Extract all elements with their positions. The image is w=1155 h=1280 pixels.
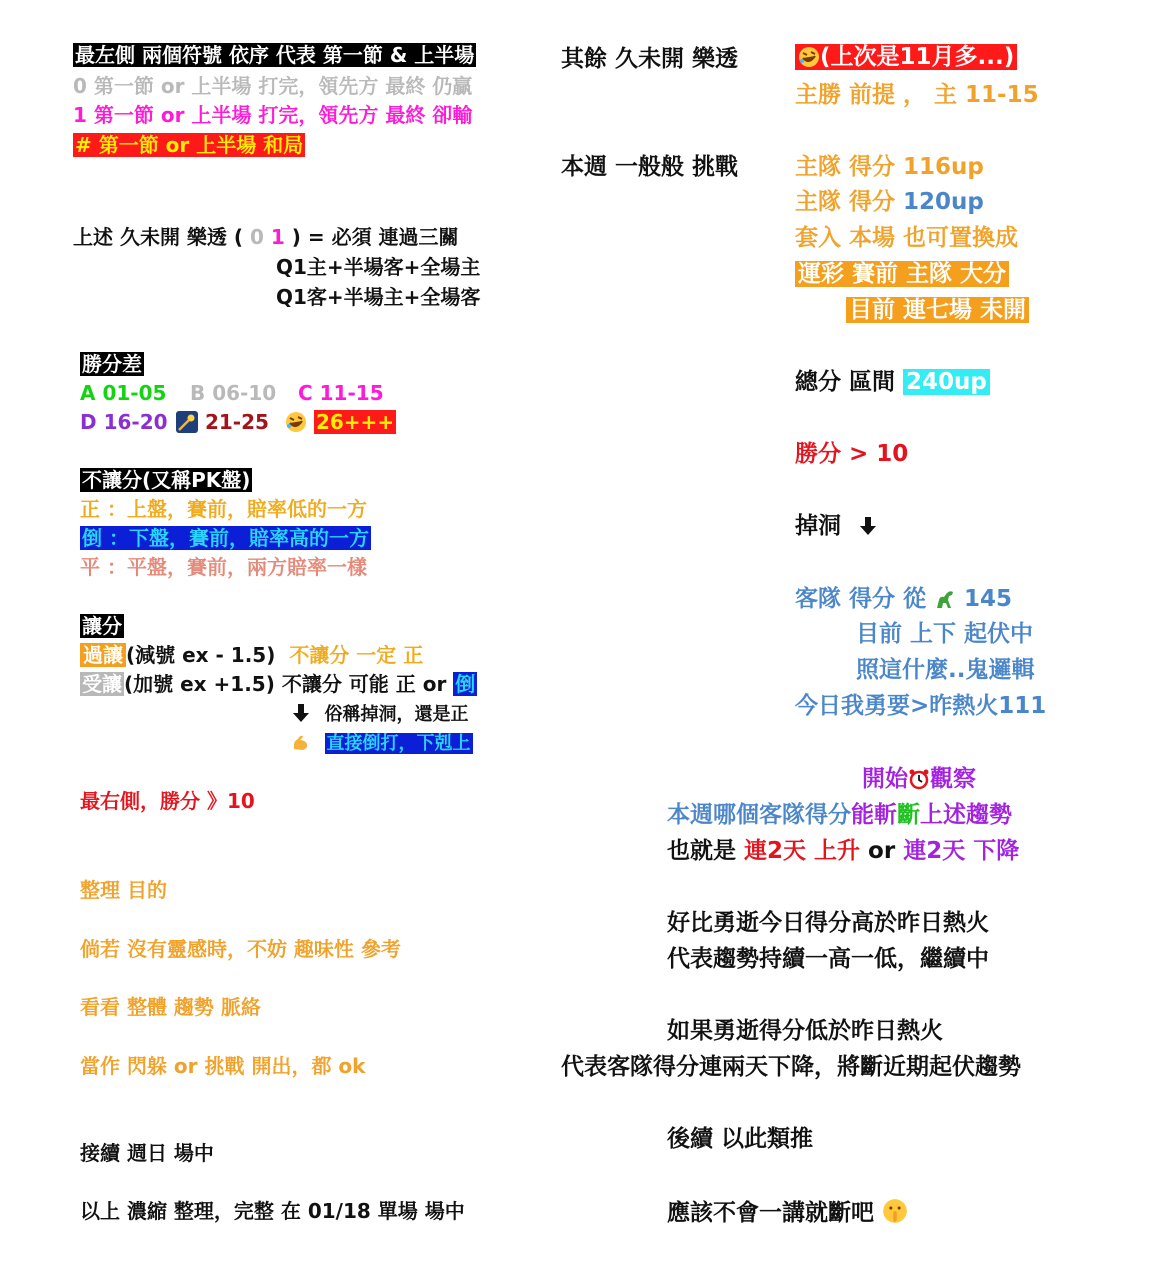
alarm-clock-icon	[908, 768, 930, 790]
next-1: 接續 週日 場中	[80, 1141, 214, 1165]
rofl-emoji-icon	[798, 46, 820, 68]
spread-pass: 過讓 (減號 ex - 1.5) 不讓分 一定 正	[80, 644, 423, 667]
down-arrow-icon	[290, 702, 312, 724]
margin-title: 勝分差	[82, 352, 142, 376]
pk-ping: 平 ：平盤，賽前，兩方賠率一樣	[80, 555, 367, 579]
week-label: 本週 一般般 挑戰	[561, 154, 739, 180]
example-6: 應該不會一講就斷吧	[667, 1198, 908, 1226]
margin-gt-10: 勝分 > 10	[795, 441, 909, 467]
margin-f-row: 26+++	[285, 411, 396, 434]
margin-a: A 01-05	[80, 381, 167, 405]
example-1: 好比勇逝今日得分高於昨日熱火	[667, 910, 989, 936]
hole-row: 掉洞	[795, 513, 879, 539]
pk-dao: 倒 ：下盤，賽前，賠率高的一方	[82, 526, 369, 550]
pk-title: 不讓分(又稱PK盤)	[82, 468, 251, 492]
total-range: 總分 區間 240up	[795, 369, 990, 395]
rightmost-note: 最右側，勝分 》10	[80, 789, 255, 813]
observe-title: 開始 觀察	[862, 766, 976, 792]
above-rule: 上述 久未開 樂透 ( 0 1 ) = 必須 連過三關	[73, 225, 459, 249]
purpose-4: 當作 閃躲 or 挑戰 開出，都 ok	[80, 1054, 366, 1078]
dinosaur-icon	[934, 588, 956, 610]
spread-title: 讓分	[82, 614, 122, 638]
margin-d: D 16-20	[80, 410, 168, 434]
challenge-5: 目前 連七場 未開	[846, 297, 1029, 323]
rofl-emoji-icon	[285, 411, 307, 433]
pk-zheng: 正 ：上盤，賽前，賠率低的一方	[80, 497, 367, 521]
legend-title: 最左側 兩個符號 依序 代表 第一節 & 上半場	[75, 43, 475, 67]
down-arrow-icon	[857, 515, 879, 537]
away-2: 目前 上下 起伏中	[856, 621, 1034, 647]
challenge-1: 主隊 得分 116up	[795, 154, 984, 180]
away-4: 今日我勇要>昨熱火111	[795, 693, 1047, 719]
example-5: 後續 以此類推	[667, 1126, 814, 1152]
flexed-biceps-icon	[290, 731, 312, 753]
margin-e-row: 21-25	[176, 411, 269, 434]
rest-sub: 主勝 前提 ， 主 11-15	[795, 82, 1039, 108]
observe-ie: 也就是 連2天 上升 or 連2天 下降	[667, 838, 1020, 864]
purpose-3: 看看 整體 趨勢 脈絡	[80, 995, 261, 1019]
rest-label: 其餘 久未開 樂透	[561, 46, 739, 72]
spread-recv: 受讓 (加號 ex +1.5) 不讓分 可能 正 or 倒	[82, 672, 476, 696]
purpose-2: 倘若 沒有靈感時，不妨 趣味性 參考	[80, 937, 401, 961]
legend-0: 0 第一節 or 上半場 打完，領先方 最終 仍贏	[73, 74, 473, 98]
observe-question: 本週哪個客隊得分能斬斷上述趨勢	[667, 802, 1012, 828]
spread-note-2: 直接倒打，下剋上	[290, 731, 473, 755]
challenge-3: 套入 本場 也可置換成	[795, 225, 1019, 251]
margin-b: B 06-10	[190, 381, 277, 405]
shooting-star-icon	[176, 411, 198, 433]
away-3: 照這什麼..鬼邏輯	[856, 657, 1035, 683]
purpose-1: 整理 目的	[80, 878, 167, 902]
combo-1: Q1主+半場客+全場主	[276, 255, 481, 279]
rest-tag: (上次是11月多...)	[795, 44, 1017, 70]
challenge-4: 運彩 賽前 主隊 大分	[795, 261, 1009, 287]
challenge-2: 主隊 得分 120up	[795, 189, 984, 215]
margin-c: C 11-15	[298, 381, 384, 405]
next-2: 以上 濃縮 整理，完整 在 01/18 單場 場中	[80, 1199, 465, 1223]
example-3: 如果勇逝得分低於昨日熱火	[667, 1018, 943, 1044]
combo-2: Q1客+半場主+全場客	[276, 285, 481, 309]
away-1: 客隊 得分 從 145	[795, 586, 1013, 612]
spread-note-1: 俗稱掉洞，還是正	[290, 702, 469, 726]
legend-1: 1 第一節 or 上半場 打完，領先方 最終 卻輸	[73, 103, 473, 127]
legend-hash: # 第一節 or 上半場 和局	[75, 133, 304, 157]
shushing-face-icon	[882, 1198, 908, 1224]
example-2: 代表趨勢持續一高一低，繼續中	[667, 946, 989, 972]
example-4: 代表客隊得分連兩天下降，將斷近期起伏趨勢	[561, 1054, 1021, 1080]
